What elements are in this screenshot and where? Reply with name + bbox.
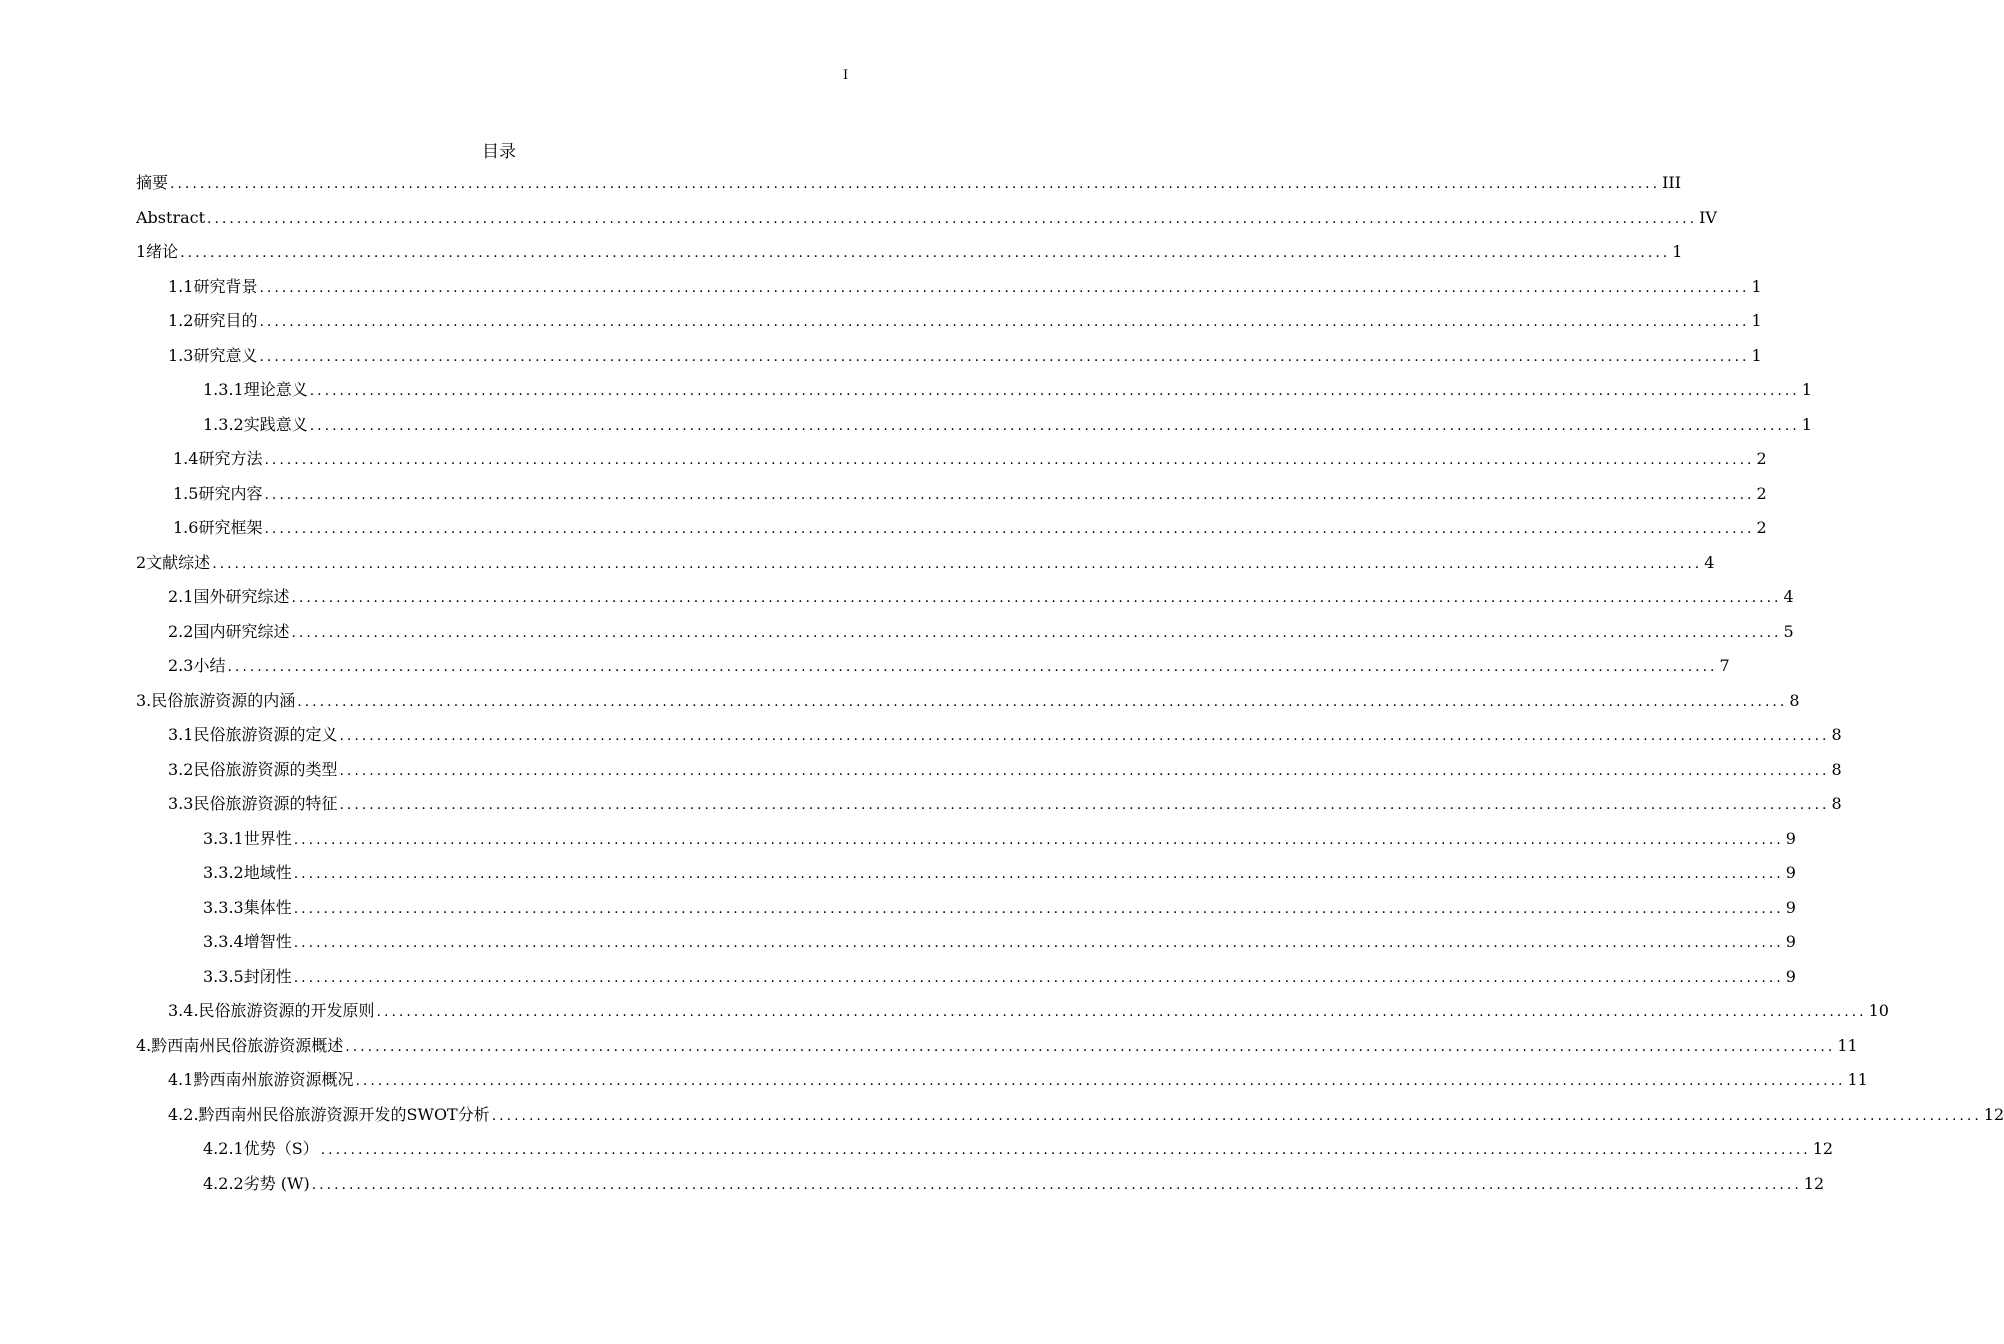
toc-entry-label: 1.1研究背景 <box>168 276 258 296</box>
toc-entry-page: 11 <box>1847 1070 1868 1089</box>
toc-entry-page: 9 <box>1785 966 1796 986</box>
toc-leader-dots: ........................................................................................................................................................................................................ <box>264 521 1755 537</box>
toc-entry-page: 8 <box>1789 690 1800 710</box>
toc-entry-page: 9 <box>1785 863 1796 882</box>
toc-entry-label: 1.6研究框架 <box>173 518 263 537</box>
toc-entry-label: 3.4.民俗旅游资源的开发原则 <box>168 1001 375 1020</box>
toc-entry-page: 1 <box>1801 414 1812 434</box>
toc-entry-label: 1.4研究方法 <box>173 449 263 468</box>
toc-leader-dots: ........................................................................................................................................................................................................ <box>311 1176 1802 1193</box>
toc-entry[interactable] <box>136 1029 1858 1063</box>
toc-entry[interactable] <box>173 511 1767 545</box>
toc-entry[interactable] <box>203 856 1796 890</box>
toc-entry[interactable] <box>203 925 1796 959</box>
toc-entry-label: 1.3.2实践意义 <box>203 414 308 434</box>
toc-entry[interactable] <box>203 960 1796 994</box>
toc-entry-page: 8 <box>1831 794 1842 813</box>
toc-entry[interactable] <box>203 373 1812 407</box>
toc-entry-label: 3.1民俗旅游资源的定义 <box>168 725 338 744</box>
toc-entry-page: 1 <box>1751 276 1762 296</box>
toc-leader-dots: ........................................................................................................................................................................................................ <box>339 762 1830 779</box>
toc-entry-page: 12 <box>1803 1173 1825 1193</box>
toc-entry-page: 1 <box>1801 380 1812 399</box>
toc-entry-page: 2 <box>1756 483 1767 503</box>
toc-entry[interactable] <box>203 1132 1834 1166</box>
toc-entry-page: 4 <box>1783 587 1794 606</box>
toc-entry[interactable] <box>173 477 1767 511</box>
toc-entry-label: 3.3.5封闭性 <box>203 966 292 986</box>
toc-entry-label: 3.3.1世界性 <box>203 828 292 848</box>
toc-entry[interactable] <box>168 753 1842 787</box>
toc-entry-label: 1.3研究意义 <box>168 345 258 365</box>
toc-leader-dots: ........................................................................................................................................................................................................ <box>293 866 1784 882</box>
toc-leader-dots: ........................................................................................................................................................................................................ <box>227 659 1718 675</box>
toc-entry-label: 4.黔西南州民俗旅游资源概述 <box>136 1035 344 1055</box>
toc-entry[interactable] <box>168 580 1794 614</box>
toc-leader-dots: ........................................................................................................................................................................................................ <box>355 1073 1846 1089</box>
toc-entry[interactable] <box>168 270 1762 304</box>
toc-entry[interactable] <box>136 684 1800 718</box>
toc-entry-page: 7 <box>1719 656 1730 675</box>
toc-entry-label: 摘要 <box>136 173 169 192</box>
toc-leader-dots: ........................................................................................................................................................................................................ <box>264 486 1755 503</box>
toc-entry-label: 2文献综述 <box>136 552 211 572</box>
toc-entry-label: Abstract <box>136 207 206 227</box>
toc-leader-dots: ........................................................................................................................................................................................................ <box>491 1107 1982 1124</box>
toc-entry-label: 3.3.4增智性 <box>203 932 292 951</box>
toc-entry[interactable] <box>168 1098 2004 1132</box>
toc-leader-dots: ........................................................................................................................................................................................................ <box>376 1004 1867 1020</box>
toc-entry-page: 12 <box>1983 1104 2004 1124</box>
toc-entry-label: 3.民俗旅游资源的内涵 <box>136 690 296 710</box>
page-number: I <box>843 68 849 83</box>
toc-entry-label: 3.3.2地域性 <box>203 863 292 882</box>
toc-entry-page: 9 <box>1785 932 1796 951</box>
toc-entry[interactable] <box>168 994 1889 1028</box>
toc-entry[interactable] <box>168 339 1762 373</box>
toc-entry-label: 1绪论 <box>136 242 179 261</box>
toc-leader-dots: ........................................................................................................................................................................................................ <box>293 969 1784 986</box>
toc-entry[interactable] <box>136 546 1715 580</box>
toc-leader-dots: ........................................................................................................................................................................................................ <box>293 900 1784 917</box>
toc-leader-dots: ........................................................................................................................................................................................................ <box>180 245 1671 261</box>
toc-leader-dots: ........................................................................................................................................................................................................ <box>293 831 1784 848</box>
toc-leader-dots: ........................................................................................................................................................................................................ <box>212 555 1703 572</box>
toc-entry-page: 2 <box>1756 449 1767 468</box>
toc-leader-dots: ........................................................................................................................................................................................................ <box>170 176 1661 192</box>
toc-entry[interactable] <box>168 304 1762 338</box>
toc-leader-dots: ........................................................................................................................................................................................................ <box>320 1142 1811 1158</box>
toc-entry-page: 12 <box>1812 1139 1834 1158</box>
toc-leader-dots: ........................................................................................................................................................................................................ <box>264 452 1755 468</box>
toc-entry-page: 1 <box>1751 345 1762 365</box>
toc-entry-page: 9 <box>1785 828 1796 848</box>
toc-leader-dots: ........................................................................................................................................................................................................ <box>339 797 1830 813</box>
toc-title: 目录 <box>482 142 516 162</box>
toc-entry[interactable] <box>168 615 1794 649</box>
toc-entry-page: 2 <box>1756 518 1767 537</box>
toc-entry-label: 3.3民俗旅游资源的特征 <box>168 794 338 813</box>
toc-entry-label: 2.3小结 <box>168 656 226 675</box>
toc-entry-page: III <box>1662 173 1682 192</box>
toc-entry-label: 3.2民俗旅游资源的类型 <box>168 759 338 779</box>
toc-leader-dots: ........................................................................................................................................................................................................ <box>297 693 1788 710</box>
toc-entry-label: 1.3.1理论意义 <box>203 380 308 399</box>
toc-entry-label: 2.2国内研究综述 <box>168 621 290 641</box>
toc-entry-label: 4.2.1优势（S） <box>203 1139 319 1158</box>
toc-entry-page: 11 <box>1837 1035 1858 1055</box>
toc-entry-label: 1.2研究目的 <box>168 311 258 330</box>
toc-entry[interactable] <box>168 1063 1868 1097</box>
toc-leader-dots: ........................................................................................................................................................................................................ <box>259 348 1750 365</box>
toc-entry[interactable] <box>203 891 1796 925</box>
toc-entry[interactable] <box>173 442 1767 476</box>
toc-entry[interactable] <box>168 649 1730 683</box>
toc-entry-page: 4 <box>1704 552 1715 572</box>
toc-entry-page: 10 <box>1868 1001 1889 1020</box>
toc-entry-label: 4.2.2劣势 (W) <box>203 1173 310 1193</box>
toc-entry-page: 9 <box>1785 897 1796 917</box>
toc-leader-dots: ........................................................................................................................................................................................................ <box>293 935 1784 951</box>
toc-leader-dots: ........................................................................................................................................................................................................ <box>207 210 1698 227</box>
toc-leader-dots: ........................................................................................................................................................................................................ <box>309 383 1800 399</box>
toc-leader-dots: ........................................................................................................................................................................................................ <box>291 590 1782 606</box>
toc-leader-dots: ........................................................................................................................................................................................................ <box>339 728 1830 744</box>
toc-leader-dots: ........................................................................................................................................................................................................ <box>291 624 1782 641</box>
toc-entry[interactable] <box>168 787 1842 821</box>
toc-entry[interactable] <box>136 235 1683 269</box>
toc-entry[interactable] <box>168 718 1842 752</box>
toc-entry-page: 1 <box>1751 311 1762 330</box>
toc-entry-page: 8 <box>1831 759 1842 779</box>
toc-leader-dots: ........................................................................................................................................................................................................ <box>345 1038 1836 1055</box>
toc-leader-dots: ........................................................................................................................................................................................................ <box>259 279 1750 296</box>
toc-entry-page: 5 <box>1783 621 1794 641</box>
toc-entry-label: 4.2.黔西南州民俗旅游资源开发的SWOT分析 <box>168 1104 490 1124</box>
toc-entry-page: 1 <box>1672 242 1683 261</box>
toc-entry[interactable] <box>203 408 1812 442</box>
toc-entry-page: IV <box>1699 207 1717 227</box>
toc-entry[interactable] <box>203 822 1796 856</box>
toc-entry[interactable] <box>136 166 1682 200</box>
toc-leader-dots: ........................................................................................................................................................................................................ <box>309 417 1800 434</box>
toc-entry[interactable] <box>203 1167 1825 1201</box>
toc-leader-dots: ........................................................................................................................................................................................................ <box>259 314 1750 330</box>
toc-entry-label: 4.1黔西南州旅游资源概况 <box>168 1070 354 1089</box>
toc-entry-label: 2.1国外研究综述 <box>168 587 290 606</box>
toc-entry-label: 1.5研究内容 <box>173 483 263 503</box>
toc-entry-page: 8 <box>1831 725 1842 744</box>
toc-entry[interactable] <box>136 201 1717 235</box>
toc-entry-label: 3.3.3集体性 <box>203 897 292 917</box>
